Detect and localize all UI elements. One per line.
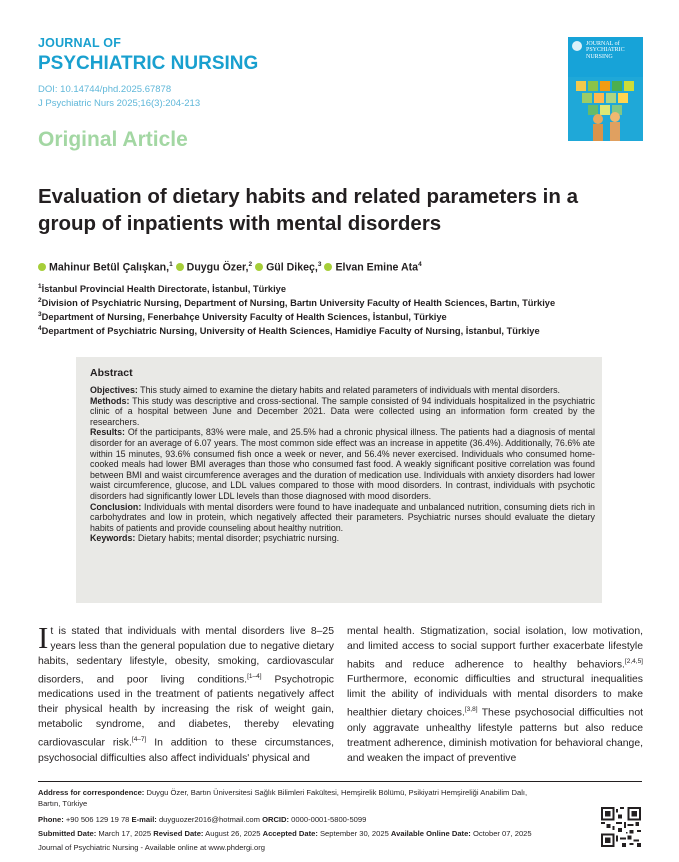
author-name: Duygu Özer, — [186, 261, 249, 274]
orcid-icon[interactable] — [38, 263, 46, 271]
section-text: This study aimed to examine the dietary habits and related parameters of individuals with mental disorders. — [137, 385, 560, 395]
body-text: Psychotropic medications used in the treatment of patients negatively affect their physical health by increasing the risk of weight gain, metabolic syndrome, and diabetes, thereby elevating cardiovascular risk. — [38, 674, 335, 749]
affiliation-number: 1 — [38, 283, 42, 290]
value: August 26, 2025 — [203, 829, 263, 838]
cover-artwork — [568, 37, 643, 141]
affiliation-text: Department of Nursing, Fenerbahçe University Faculty of Health Sciences, İstanbul, Türkiye — [41, 312, 447, 323]
orcid-value[interactable]: 0000-0001-5800-5099 — [289, 815, 367, 824]
author-name: Elvan Emine Ata — [335, 261, 419, 274]
journal-name-line1: JOURNAL OF — [38, 36, 122, 50]
affiliation-text: Department of Psychiatric Nursing, University of Health Sciences, Hamidiye Faculty of Nursing, İstanbul, Türkiye — [41, 326, 540, 337]
affiliation-text: İstanbul Provincial Health Directorate, İstanbul, Türkiye — [41, 284, 286, 295]
citation: J Psychiatric Nurs 2025;16(3):204-213 — [38, 98, 201, 109]
availability-line[interactable]: Journal of Psychiatric Nursing - Available online at www.phdergi.org — [38, 843, 265, 852]
doi[interactable]: DOI: 10.14744/phd.2025.67878 — [38, 84, 172, 95]
affiliation — [38, 311, 447, 322]
section-label: Keywords: — [90, 533, 136, 544]
affiliation — [38, 325, 540, 336]
article-title: Evaluation of dietary habits and related parameters in a group of inpatients with mental disorders — [38, 185, 578, 235]
citation-ref[interactable]: [2,4,5] — [624, 658, 643, 665]
author-affiliation-number: 2 — [248, 261, 253, 268]
section-text: Dietary habits; mental disorder; psychiatric nursing. — [135, 533, 340, 544]
abstract-results — [90, 427, 595, 501]
orcid-icon[interactable] — [324, 263, 332, 271]
abstract-conclusion — [90, 502, 595, 534]
article-type: Original Article — [38, 128, 188, 151]
label: Available Online Date: — [390, 829, 471, 838]
author-affiliation-number: 3 — [317, 261, 322, 268]
affiliation — [38, 297, 555, 308]
author-name: Mahinur Betül Çalışkan, — [49, 261, 170, 274]
cover-title: JOURNAL of PSYCHIATRIC NURSING — [586, 41, 625, 60]
orcid-icon[interactable] — [176, 263, 184, 271]
body-text: These psychosocial difficulties not only aggravate unhealthy lifestyle patterns but also reduce treatment adherence, diminish motivation for behavioral change, and weaken the impact of preventive — [347, 707, 643, 764]
section-label: Methods: — [90, 395, 130, 406]
affiliation-number: 4 — [38, 325, 42, 332]
body-text: mental health. Stigmatization, social isolation, low motivation, and limited access to social support further exacerbate lifestyle habits and reduce adherence to healthy behaviors. — [347, 626, 643, 671]
author-list — [38, 261, 422, 274]
author-name: Gül Dikeç, — [266, 261, 318, 274]
section-text: This study was descriptive and cross-sectional. The sample consisted of 94 individuals hospitalized in the psychiatric clinic of a hospital between June and December 2021. Data were collected using an information form created by the researchers. — [90, 395, 595, 427]
abstract-keywords — [90, 533, 595, 544]
dates-line — [38, 829, 532, 840]
journal-cover-image — [568, 37, 643, 141]
label: Accepted Date: — [262, 829, 318, 838]
label: Phone: — [38, 815, 64, 824]
abstract-body — [90, 385, 595, 544]
body-column-left — [38, 620, 335, 766]
abstract-heading: Abstract — [90, 367, 133, 379]
affiliation — [38, 283, 286, 294]
affiliation-number: 2 — [38, 297, 42, 304]
affiliation-number: 3 — [38, 311, 42, 318]
section-label: Objectives: — [90, 385, 138, 395]
phone: +90 506 129 19 78 — [63, 815, 132, 824]
body-text: Furthermore, economic difficulties and structural inequalities limit the ability of individuals with mental disorders to make healthier dietary choices. — [347, 674, 643, 719]
section-label: Conclusion: — [90, 501, 142, 512]
body-text: In addition to these circumstances, psychosocial difficulties also affect individuals' physical and — [38, 737, 334, 764]
label: Revised Date: — [153, 829, 204, 838]
section-text: Individuals with mental disorders were found to have inadequate and unbalanced nutrition, consuming diets rich in carbohydrates and low in protein, which negatively affected their parameters. Psychiatric nurses should evaluate the dietary habits of patients and provide counseling about healthy nutrition. — [90, 501, 595, 533]
value: March 17, 2025 — [96, 829, 154, 838]
citation-ref[interactable]: [1–4] — [247, 673, 262, 680]
drop-cap: I — [38, 620, 49, 655]
affiliation-text: Division of Psychiatric Nursing, Department of Nursing, Bartın University Faculty of Health Sciences, Bartın, Türkiye — [41, 298, 556, 309]
citation-ref[interactable]: [4–7] — [131, 736, 147, 744]
orcid-icon[interactable] — [255, 263, 263, 271]
body-text: t is stated that individuals with mental disorders live 8–25 years less than the general population due to negative dietary habits, sedentary lifestyle, obesity, smoking, cardiovascular disorders, and poor living conditions. — [38, 626, 334, 686]
footer-divider — [38, 781, 642, 782]
label: Address for correspondence: — [38, 788, 145, 797]
value: September 30, 2025 — [317, 829, 391, 838]
author-affiliation-number: 1 — [169, 261, 173, 268]
citation-ref[interactable]: [3,8] — [464, 706, 478, 714]
qr-code-icon[interactable] — [601, 807, 641, 847]
label: ORCID: — [262, 815, 290, 824]
section-label: Results: — [90, 427, 126, 438]
contact-line — [38, 815, 366, 826]
abstract-objectives — [90, 385, 595, 396]
email-link[interactable]: duyguozer2016@hotmail.com — [156, 815, 263, 824]
journal-name-line2: PSYCHIATRIC NURSING — [38, 53, 259, 74]
author-affiliation-number: 4 — [418, 261, 422, 268]
section-text: Of the participants, 83% were male, and 25.5% had a chronic physical illness. The patients had a diagnosis of mental disorder for an average of 6.07 years. The most common side effect was an increase in appetite (36.4%). Additionally, 76.6% ate within 15 minutes, 93.6% consumed fish once a week or never, and 56.4% never exercised. Individuals who consumed home-cooked meals had lower BMI averages than those who consumed fast food. A weakly significant positive correlation was found between BMI and waist circumference averages and the duration of medication use. Individuals with anxiety disorders had lower waist circumference, glucose, and LDL values compared to those with mood disorders. In contrast, individuals with psychotic disorders had significantly lower LDL levels than those diagnosed with mood disorders. — [90, 427, 595, 501]
label: E-mail: — [131, 815, 157, 824]
value: October 07, 2025 — [470, 829, 532, 838]
abstract-methods — [90, 396, 595, 428]
correspondence-address — [38, 788, 538, 809]
value: Duygu Özer, Bartın Üniversitesi Sağlık Bilimleri Fakültesi, Hemşirelik Bölümü, Psikiyatri Hemşireliği Anabilim Dalı, Bartın, Türkiye — [38, 788, 528, 808]
body-column-right — [347, 624, 643, 766]
label: Submitted Date: — [38, 829, 97, 838]
